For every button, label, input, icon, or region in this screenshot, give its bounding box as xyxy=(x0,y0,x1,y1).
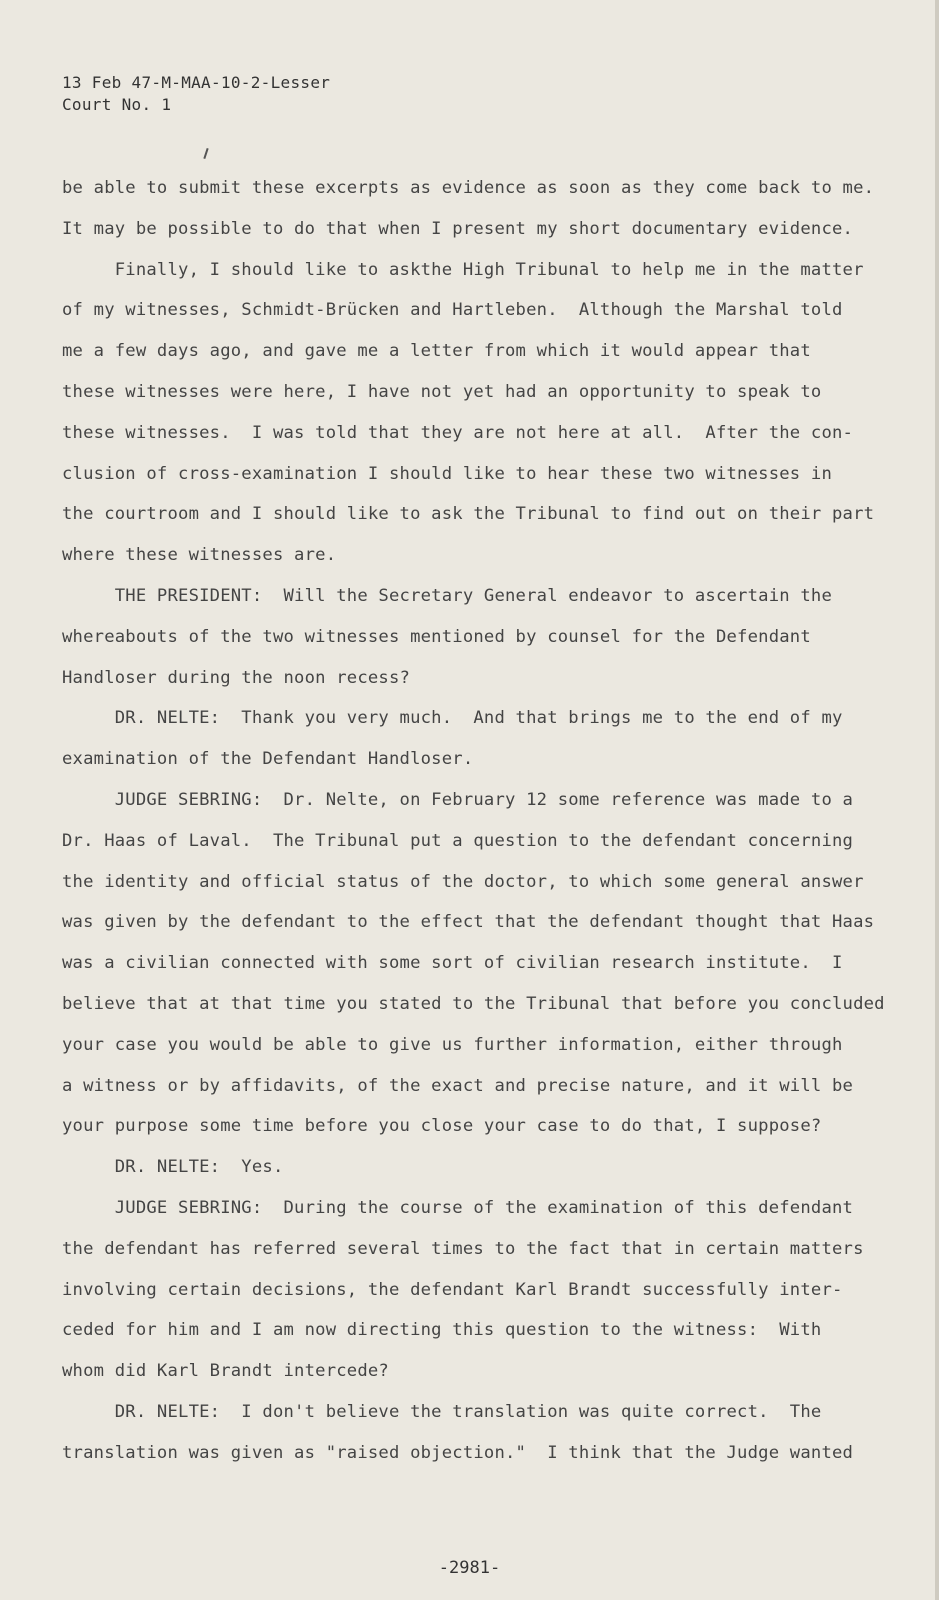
transcript-line: whereabouts of the two witnesses mentioned by counsel for the Defendant xyxy=(62,626,811,647)
transcript-line: the defendant has referred several times to the fact that in certain matters xyxy=(62,1238,864,1259)
transcript-line: whom did Karl Brandt intercede? xyxy=(62,1361,389,1382)
transcript-line: It may be possible to do that when I present my short documentary evidence. xyxy=(62,218,854,239)
transcript-line: a witness or by affidavits, of the exact and precise nature, and it will be xyxy=(62,1075,854,1096)
header-court-line: Court No. 1 xyxy=(62,95,172,114)
transcript-line: THE PRESIDENT: Will the Secretary General endeavor to ascertain the xyxy=(62,585,832,606)
transcript-line: translation was given as "raised objection." I think that the Judge wanted xyxy=(62,1442,854,1463)
transcript-line: ceded for him and I am now directing this question to the witness: With xyxy=(62,1320,822,1341)
transcript-line: clusion of cross-examination I should like to hear these two witnesses in xyxy=(62,463,832,484)
transcript-line: your case you would be able to give us further information, either through xyxy=(62,1034,843,1055)
transcript-line: the courtroom and I should like to ask the Tribunal to find out on their part xyxy=(62,504,875,525)
transcript-line: believe that at that time you stated to the Tribunal that before you concluded xyxy=(62,993,885,1014)
transcript-line: these witnesses. I was told that they are not here at all. After the con- xyxy=(62,422,854,443)
transcript-line: involving certain decisions, the defendant Karl Brandt successfully inter- xyxy=(62,1279,843,1300)
header-session-line: 13 Feb 47-M-MAA-10-2-Lesser xyxy=(62,73,331,92)
transcript-line: was a civilian connected with some sort of civilian research institute. I xyxy=(62,953,843,974)
transcript-line: where these witnesses are. xyxy=(62,545,337,566)
transcript-line: be able to submit these excerpts as evidence as soon as they come back to me. xyxy=(62,178,875,198)
transcript-line: Finally, I should like to askthe High Tribunal to help me in the matter xyxy=(62,259,864,280)
transcript-line: your purpose some time before you close your case to do that, I suppose? xyxy=(62,1116,822,1137)
transcript-line: Handloser during the noon recess? xyxy=(62,667,411,688)
page-number: -2981- xyxy=(438,1558,501,1578)
page-header xyxy=(62,72,330,116)
transcript-line: the identity and official status of the doctor, to which some general answer xyxy=(62,871,864,892)
transcript-line: DR. NELTE: I don't believe the translation was quite correct. The xyxy=(62,1401,822,1422)
transcript-line: examination of the Defendant Handloser. xyxy=(62,749,474,770)
transcript-line: was given by the defendant to the effect that the defendant thought that Haas xyxy=(62,912,875,933)
transcript-line: Dr. Haas of Laval. The Tribunal put a question to the defendant concerning xyxy=(62,830,854,851)
transcript-line: these witnesses were here, I have not yet had an opportunity to speak to xyxy=(62,381,822,402)
transcript-line: DR. NELTE: Yes. xyxy=(62,1157,284,1178)
pencil-mark xyxy=(203,148,208,159)
transcript-line: me a few days ago, and gave me a letter from which it would appear that xyxy=(62,341,811,362)
transcript-line: JUDGE SEBRING: Dr. Nelte, on February 12 some reference was made to a xyxy=(62,789,854,810)
transcript-body xyxy=(62,168,885,1474)
transcript-line: of my witnesses, Schmidt-Brücken and Hartleben. Although the Marshal told xyxy=(62,300,843,321)
transcript-line: DR. NELTE: Thank you very much. And that brings me to the end of my xyxy=(62,708,843,729)
page-edge xyxy=(935,0,939,1600)
transcript-line: JUDGE SEBRING: During the course of the examination of this defendant xyxy=(62,1197,854,1218)
